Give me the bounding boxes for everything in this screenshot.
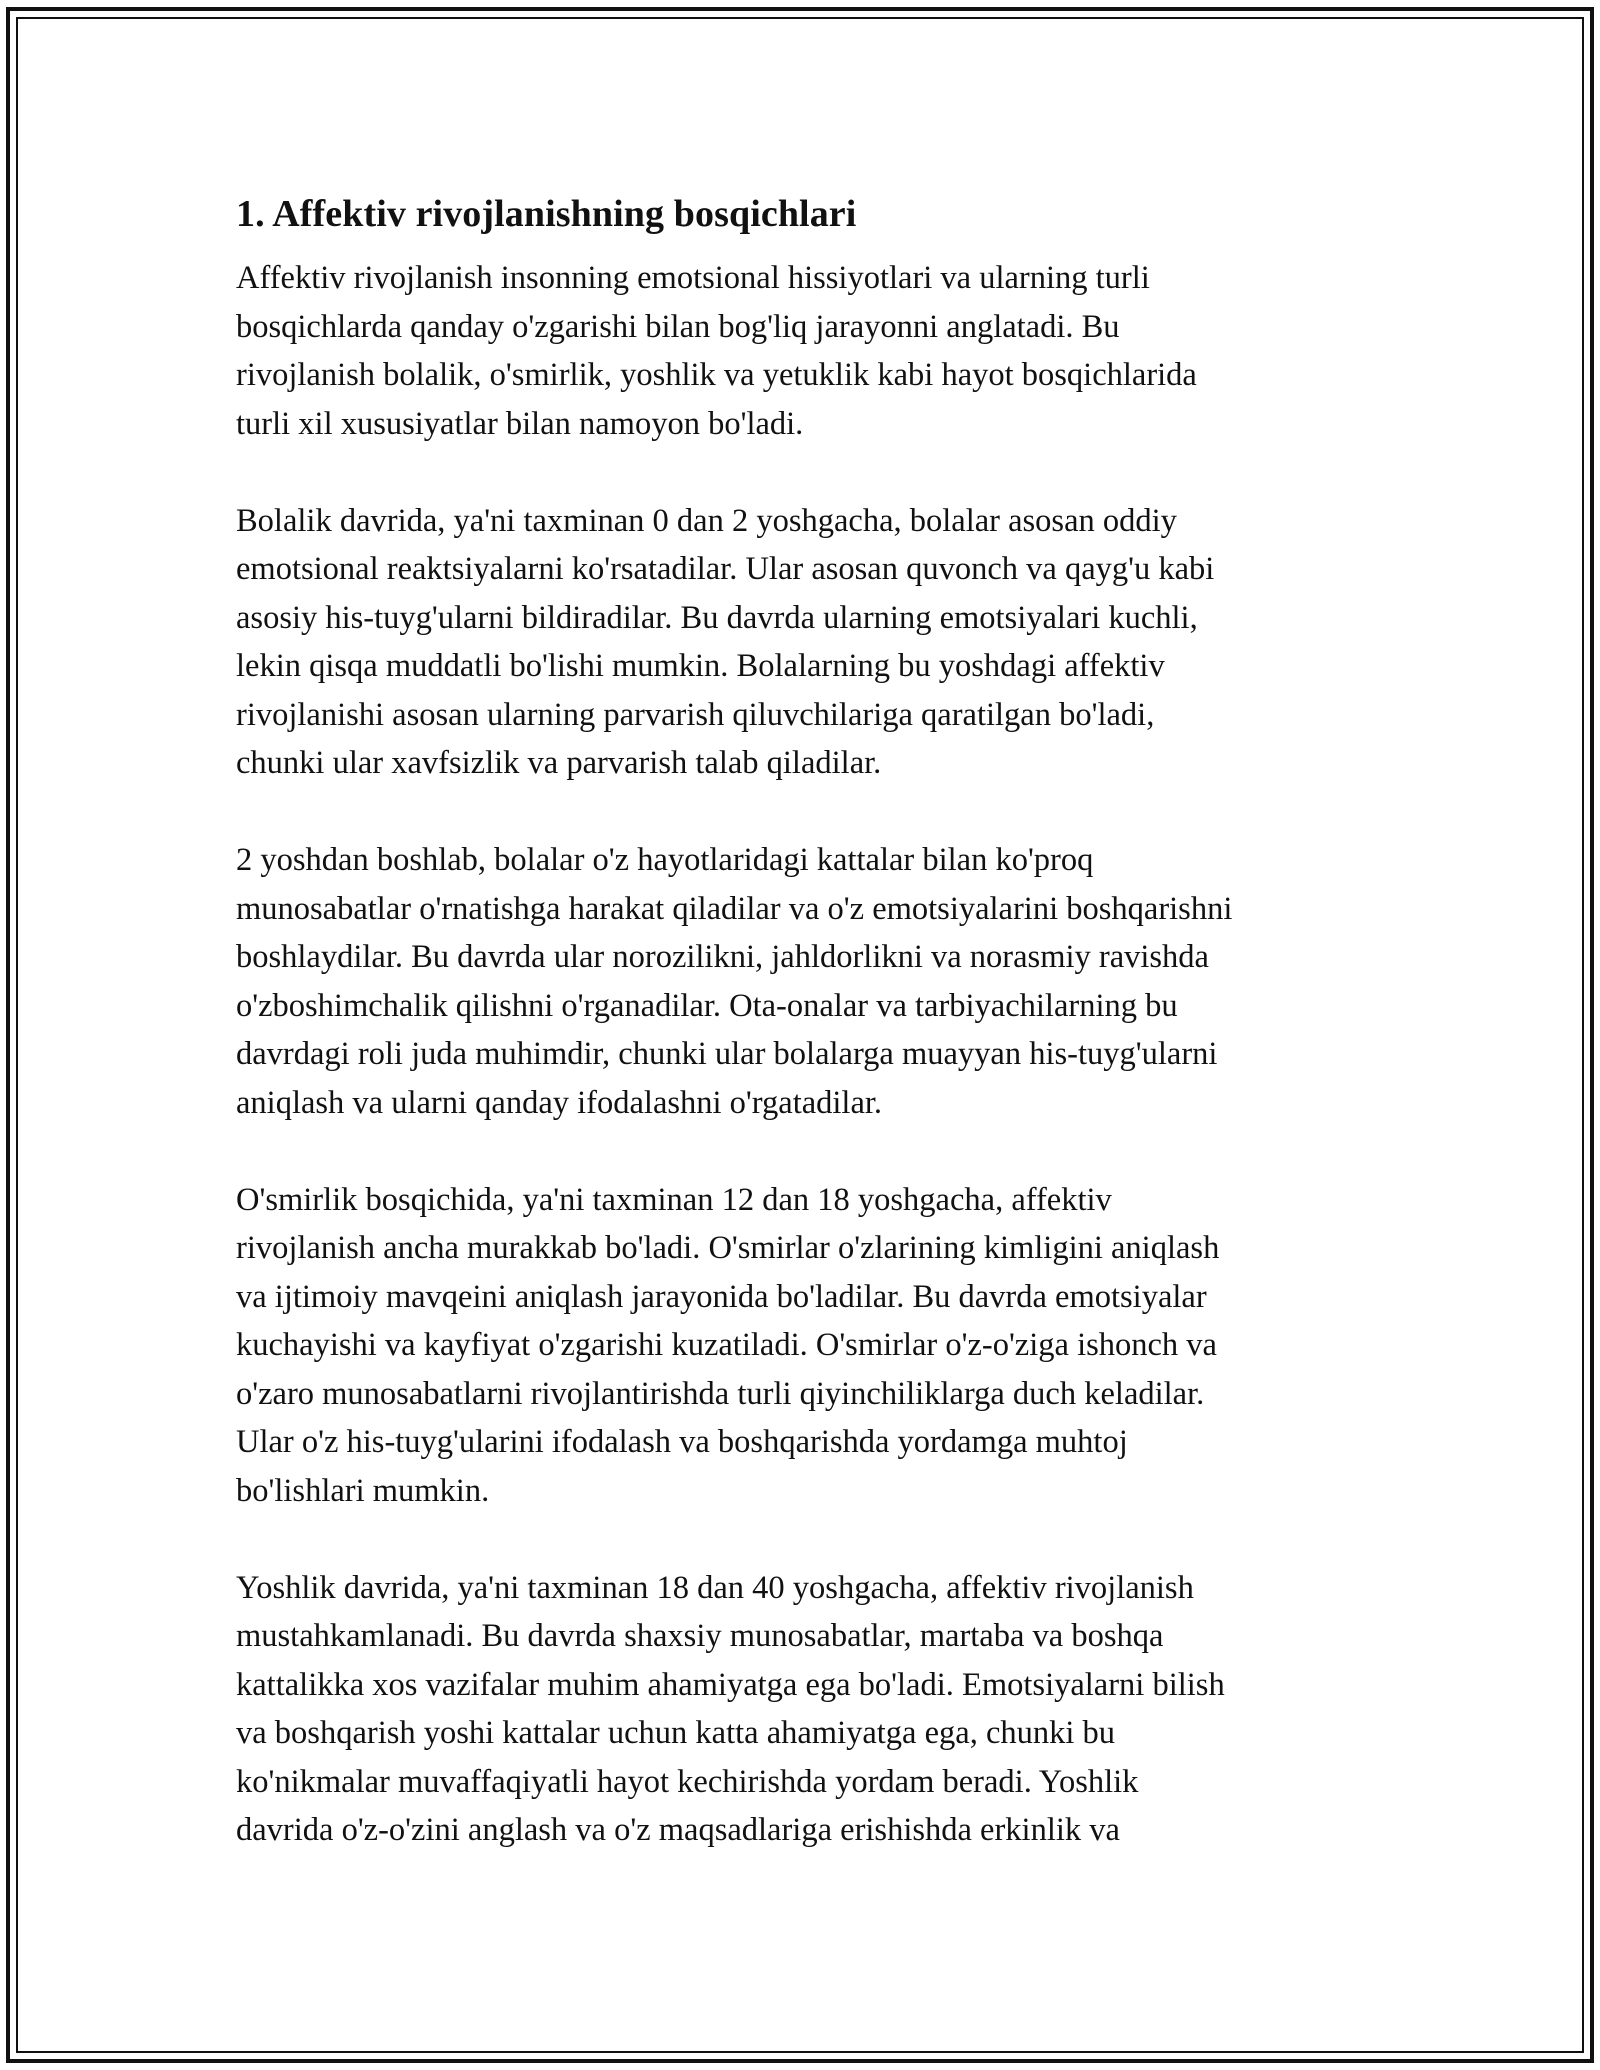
paragraph-3: [236, 836, 1366, 1127]
paragraph-line: rivojlanish ancha murakkab bo'ladi. O'smirlar o'zlarining kimligini aniqlash: [236, 1230, 1220, 1266]
paragraph-line: Ular o'z his-tuyg'ularini ifodalash va boshqarishda yordamga muhtoj: [236, 1424, 1128, 1460]
paragraph-line: Yoshlik davrida, ya'ni taxminan 18 dan 40 yoshgacha, affektiv rivojlanish: [236, 1569, 1194, 1606]
paragraph-5: [236, 1564, 1366, 1855]
paragraph-line: bo'lishlari mumkin.: [236, 1472, 490, 1509]
paragraph-line: mustahkamlanadi. Bu davrda shaxsiy munosabatlar, martaba va boshqa: [236, 1618, 1164, 1654]
paragraph-line: davrdagi roli juda muhimdir, chunki ular bolalarga muayyan his-tuyg'ularni: [236, 1036, 1218, 1072]
paragraph-line: emotsional reaktsiyalarni ko'rsatadilar. Ular asosan quvonch va qayg'u kabi: [236, 551, 1215, 587]
document-content: [236, 186, 1366, 1903]
paragraph-line: kattalikka xos vazifalar muhim ahamiyatga ega bo'ladi. Emotsiyalarni bilish: [236, 1666, 1225, 1703]
paragraph-line: lekin qisqa muddatli bo'lishi mumkin. Bolalarning bu yoshdagi affektiv: [236, 648, 1165, 684]
paragraph-line: va boshqarish yoshi kattalar uchun katta ahamiyatga ega, chunki bu: [236, 1715, 1116, 1751]
paragraph-line: o'zboshimchalik qilishni o'rganadilar. Ota-onalar va tarbiyachilarning bu: [236, 987, 1178, 1024]
paragraph-line: ko'nikmalar muvaffaqiyatli hayot kechirishda yordam beradi. Yoshlik: [236, 1763, 1139, 1800]
paragraph-line: rivojlanishi asosan ularning parvarish qiluvchilariga qaratilgan bo'ladi,: [236, 696, 1155, 733]
paragraph-line: turli xil xususiyatlar bilan namoyon bo'ladi.: [236, 405, 804, 442]
document-body: [236, 254, 1366, 1855]
paragraph-line: davrida o'z-o'zini anglash va o'z maqsadlariga erishishda erkinlik va: [236, 1812, 1120, 1848]
paragraph-line: boshlaydilar. Bu davrda ular norozilikni, jahldorlikni va norasmiy ravishda: [236, 939, 1209, 975]
paragraph-line: kuchayishi va kayfiyat o'zgarishi kuzatiladi. O'smirlar o'z-o'ziga ishonch va: [236, 1327, 1217, 1363]
paragraph-line: va ijtimoiy mavqeini aniqlash jarayonida bo'ladilar. Bu davrda emotsiyalar: [236, 1278, 1207, 1315]
paragraph-line: Bolalik davrida, ya'ni taxminan 0 dan 2 yoshgacha, bolalar asosan oddiy: [236, 502, 1177, 539]
paragraph-line: Affektiv rivojlanish insonning emotsional hissiyotlari va ularning turli: [236, 260, 1150, 296]
paragraph-1: [236, 254, 1366, 448]
paragraph-line: O'smirlik bosqichida, ya'ni taxminan 12 dan 18 yoshgacha, affektiv: [236, 1181, 1112, 1218]
paragraph-line: aniqlash va ularni qanday ifodalashni o'rgatadilar.: [236, 1084, 883, 1121]
section-heading: 1. Affektiv rivojlanishning bosqichlari: [236, 193, 857, 235]
paragraph-line: bosqichlarda qanday o'zgarishi bilan bog'liq jarayonni anglatadi. Bu: [236, 308, 1120, 345]
paragraph-line: o'zaro munosabatlarni rivojlantirishda turli qiyinchiliklarga duch keladilar.: [236, 1375, 1205, 1412]
paragraph-4: [236, 1176, 1366, 1516]
paragraph-line: 2 yoshdan boshlab, bolalar o'z hayotlaridagi kattalar bilan ko'proq: [236, 842, 1094, 878]
paragraph-line: asosiy his-tuyg'ularni bildiradilar. Bu davrda ularning emotsiyalari kuchli,: [236, 599, 1198, 636]
paragraph-line: munosabatlar o'rnatishga harakat qiladilar va o'z emotsiyalarini boshqarishni: [236, 890, 1233, 927]
paragraph-2: [236, 497, 1366, 788]
paragraph-line: rivojlanish bolalik, o'smirlik, yoshlik va yetuklik kabi hayot bosqichlarida: [236, 357, 1197, 393]
paragraph-line: chunki ular xavfsizlik va parvarish talab qiladilar.: [236, 745, 882, 781]
